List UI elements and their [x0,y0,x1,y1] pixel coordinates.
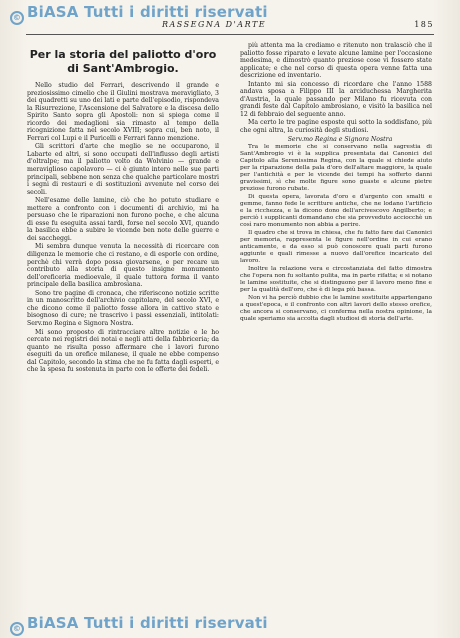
paragraph: Ma certo le tre pagine esposte qui sotto la soddisfano, più che ogni altra, la curiosità degli studiosi. [240,119,432,135]
watermark-text: BiASA Tutti i diritti riservati [27,3,268,21]
letter-paragraph: Non vi ha perciò dubbio che le lamine sostituite appartengano a quest'epoca, e il confronto con altri lavori dello stesso orefice, che ancora si conservano, ci conferma nella nostra opinione, la quale speriamo sia accolta dagli studiosi di storia dell'arte. [240,295,432,323]
letter-heading: Serv.mo Regina e Signora Nostra [287,135,393,143]
paragraph: Nell'esame delle lamine, ciò che ho potuto studiare e mettere a confronto con i documenti di archivio, mi ha persuaso che le riparazioni non furono poche, e che alcuna di esse fu eseguita assai tardi, forse nel secolo XVI, quando la basilica ebbe a subire le vicende ben note delle guerre e dei saccheggi. [27,197,219,242]
paragraph: Gli scrittori d'arte che meglio se ne occuparono, il Labarte ed altri, si sono occupati dell'influsso degli artisti d'oltralpe; ma il paliotto volto da Wolvinio — grande e meraviglioso capolavoro — ci è giunto intero nelle sue parti principali, sebbene non senza che qualche particolare mostri i segni di restauri e di sostituzioni avvenute nel corso dei secoli. [27,143,219,196]
letter-paragraph: Inoltre la relazione vera e circostanziata del fatto dimostra che l'opera non fu soltanto pulita, ma in parte rifatta; e si notano le lamine sostituite, che si distinguono per il lavoro meno fine e per la qualità dell'oro, che è di lega più bassa. [240,266,432,294]
journal-title: RASSEGNA D'ARTE [162,20,267,29]
paragraph: Mi sembra dunque venuta la necessità di ricercare con diligenza le memorie che ci restano, e di esporle con ordine, perchè chi verrà dopo possa giovarsene, e per recare un contributo alla storia di questo insigne monumento dell'oreficeria medioevale, il quale tuttora forma il vanto principale della basilica ambrosiana. [27,243,219,289]
article-title-line-2: di Sant'Ambrogio. [67,62,179,75]
paragraph: Nello studio del Ferrari, descrivendo il grande e preziosissimo cimelio che il Giulini mostrava meravigliato, 3 dei quadretti su uno dei lati e parte dell'episodio, rispondeva la Risurrezione, l'Ascensione del Salvatore e la discesa dello Spirito Santo sopra gli Apostoli: non si spiega come il ricordo dei medaglioni sia rimasto al tempo della ricognizione fatta nel secolo XVIII; sopra cui, ben noto, il Ferrari col Lupi e il Puricelli e Ferrari fanno menzione. [27,82,219,142]
paragraph: Intanto mi sia concesso di ricordare che l'anno 1588 andava sposa a Filippo III la arciduchessa Margherita d'Austria, la quale passando per Milano fu ricevuta con grandi feste dal Capitolo ambrosiano, e visitò la basilica nel 12 di febbraio del seguente anno. [240,80,432,118]
letter-paragraph: Di questa opera, lavorata d'oro e d'argento con smalti e gemme, fanno fede le scritture antiche, che ne lodano l'artificio e la ricchezza, e la dicono dono dell'arcivescovo Angilberto; e perciò i supplicanti domandano che sia provveduto acciocchè un così raro monumento non abbia a perire. [240,194,432,229]
right-column [240,42,432,324]
left-column [27,42,219,375]
running-header [26,20,434,35]
watermark-text: BiASA Tutti i diritti riservati [27,614,268,632]
letter-paragraph: Il quadro che si trova in chiesa, che fu fatto fare dai Canonici per memoria, rappresenta le figure nell'ordine in cui erano anticamente, e da esso si può conoscere quali parti furono aggiunte e quali rimesse a nuovo dall'orefice incaricato del lavoro. [240,230,432,265]
paragraph: Sono tre pagine di cronaca, che riferiscono notizie scritte in un manoscritto dell'archivio capitolare, del secolo XVI, e che dicono come il paliotto fosse allora in cattivo stato e bisognoso di cure; ne trascrivo i passi essenziali, intitolati: Serv.mo Regina e Signora Nostra. [27,289,219,327]
article-title-line-1: Per la storia del paliotto d'oro [29,48,217,61]
letter-paragraph: Tra le memorie che si conservano nella sagrestia di Sant'Ambrogio vi è la supplica presentata dai Canonici del Capitolo alla Serenissima Regina, con la quale si chiede aiuto per la riparazione della pala d'oro dell'altare maggiore, la quale per l'antichità e per le vicende dei tempi ha sofferto danni gravissimi, sì che molte figure sono guaste e alcune pietre preziose furono rubate. [240,144,432,193]
copyright-icon: © [10,622,24,636]
page-number: 185 [414,20,434,29]
paragraph: più attenta ma la crediamo e ritenuto non tralasciò che il paliotto fosse riparato e levate alcune lamine per l'occasione medesima, e dimostrò quanto preziose cose vi fossero state applicate; e che nel corso di questa opera venne fatta una descrizione ed inventario. [240,42,432,80]
article-title [27,48,219,76]
paragraph: Mi sono proposto di rintracciare altre notizie e le ho cercate nei registri dei notai e negli atti della fabbriceria; da quanto ne risulta posso affermare che i lavori furono eseguiti da un orefice milanese, il quale ne ebbe compenso dal Capitolo, secondo la stima che ne fu fatta dagli esperti, e che la spesa fu sostenuta in parte con le offerte dei fedeli. [27,328,219,374]
watermark-bottom [10,614,268,636]
letter-text [240,144,432,323]
copyright-icon: © [10,11,24,25]
